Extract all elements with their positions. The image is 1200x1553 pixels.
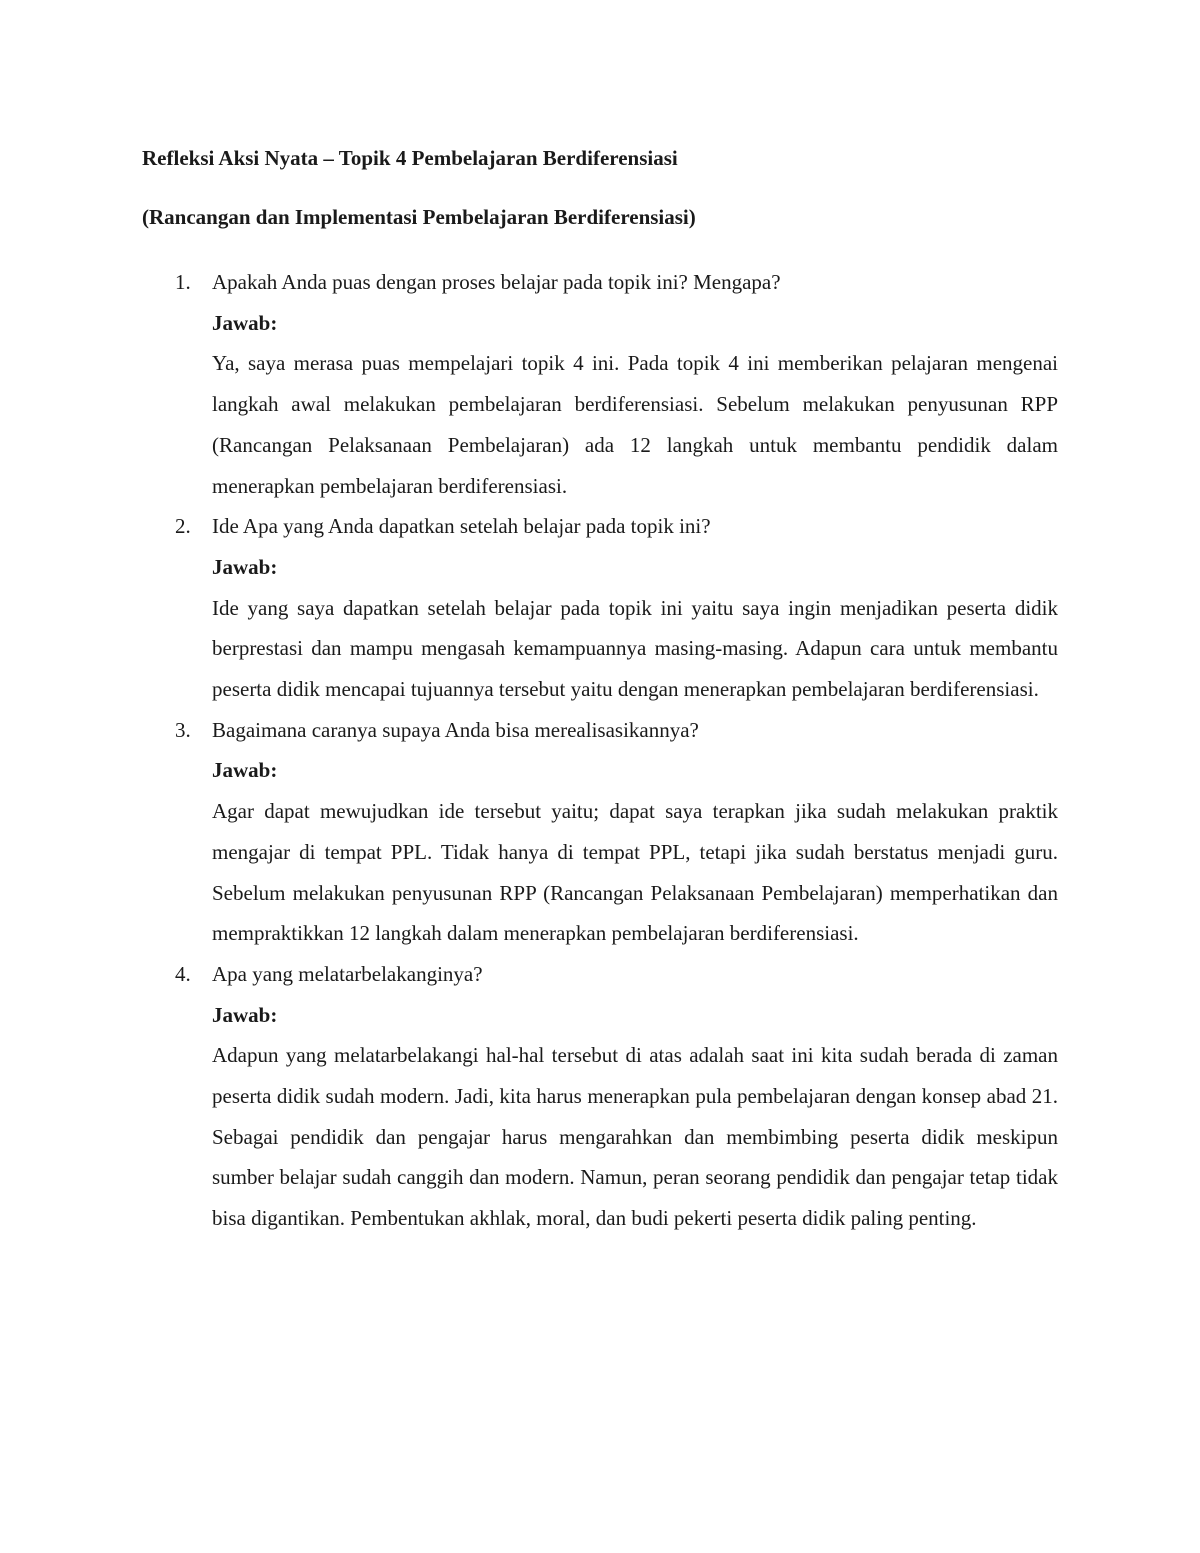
question-text: Ide Apa yang Anda dapatkan setelah belajar pada topik ini? bbox=[212, 514, 711, 539]
question-text: Bagaimana caranya supaya Anda bisa merealisasikannya? bbox=[212, 717, 699, 742]
question-number: 4. bbox=[175, 961, 191, 986]
question-item-2 bbox=[0, 506, 1200, 710]
document-subtitle: (Rancangan dan Implementasi Pembelajaran Berdiferensiasi) bbox=[142, 205, 696, 229]
answer-label: Jawab: bbox=[212, 1002, 278, 1027]
answer-text: Ya, saya merasa puas mempelajari topik 4 ini. Pada topik 4 ini memberikan pelajaran mengenai langkah awal melakukan pembelajaran berdiferensiasi. Sebelum melakukan penyusunan RPP (Rancangan Pelaksanaan Pembelajaran) ada 12 langkah untuk membantu pendidik dalam menerapkan pembelajaran berdiferensiasi. bbox=[212, 351, 1058, 498]
question-list bbox=[0, 262, 1200, 1239]
question-text: Apakah Anda puas dengan proses belajar pada topik ini? Mengapa? bbox=[212, 270, 781, 294]
question-number: 2. bbox=[175, 514, 191, 539]
answer-label: Jawab: bbox=[212, 310, 278, 335]
question-item-1 bbox=[0, 262, 1200, 506]
answer-text: Ide yang saya dapatkan setelah belajar pada topik ini yaitu saya ingin menjadikan peserta didik berprestasi dan mampu mengasah kemampuannya masing-masing. Adapun cara untuk membantu peserta didik mencapai tujuannya tersebut yaitu dengan menerapkan pembelajaran berdiferensiasi. bbox=[212, 595, 1058, 702]
answer-label: Jawab: bbox=[212, 758, 278, 783]
answer-text: Agar dapat mewujudkan ide tersebut yaitu; dapat saya terapkan jika sudah melakukan praktik mengajar di tempat PPL. Tidak hanya di tempat PPL, tetapi jika sudah berstatus menjadi guru. Sebelum melakukan penyusunan RPP (Rancangan Pelaksanaan Pembelajaran) memperhatikan dan mempraktikkan 12 langkah dalam menerapkan pembelajaran berdiferensiasi. bbox=[212, 799, 1058, 946]
document-title: Refleksi Aksi Nyata – Topik 4 Pembelajaran Berdiferensiasi bbox=[142, 146, 678, 170]
question-number: 1. bbox=[175, 270, 191, 294]
question-number: 3. bbox=[175, 717, 191, 742]
question-text: Apa yang melatarbelakanginya? bbox=[212, 961, 483, 986]
answer-label: Jawab: bbox=[212, 554, 278, 579]
question-item-4 bbox=[0, 954, 1200, 1239]
answer-text: Adapun yang melatarbelakangi hal-hal tersebut di atas adalah saat ini kita sudah berada di zaman peserta didik sudah modern. Jadi, kita harus menerapkan pula pembelajaran dengan konsep abad 21. Sebagai pendidik dan pengajar harus mengarahkan dan membimbing peserta didik meskipun sumber belajar sudah canggih dan modern. Namun, peran seorang pendidik dan pengajar tetap tidak bisa digantikan. Pembentukan akhlak, moral, dan budi pekerti peserta didik paling penting. bbox=[212, 1043, 1058, 1231]
question-item-3 bbox=[0, 710, 1200, 954]
